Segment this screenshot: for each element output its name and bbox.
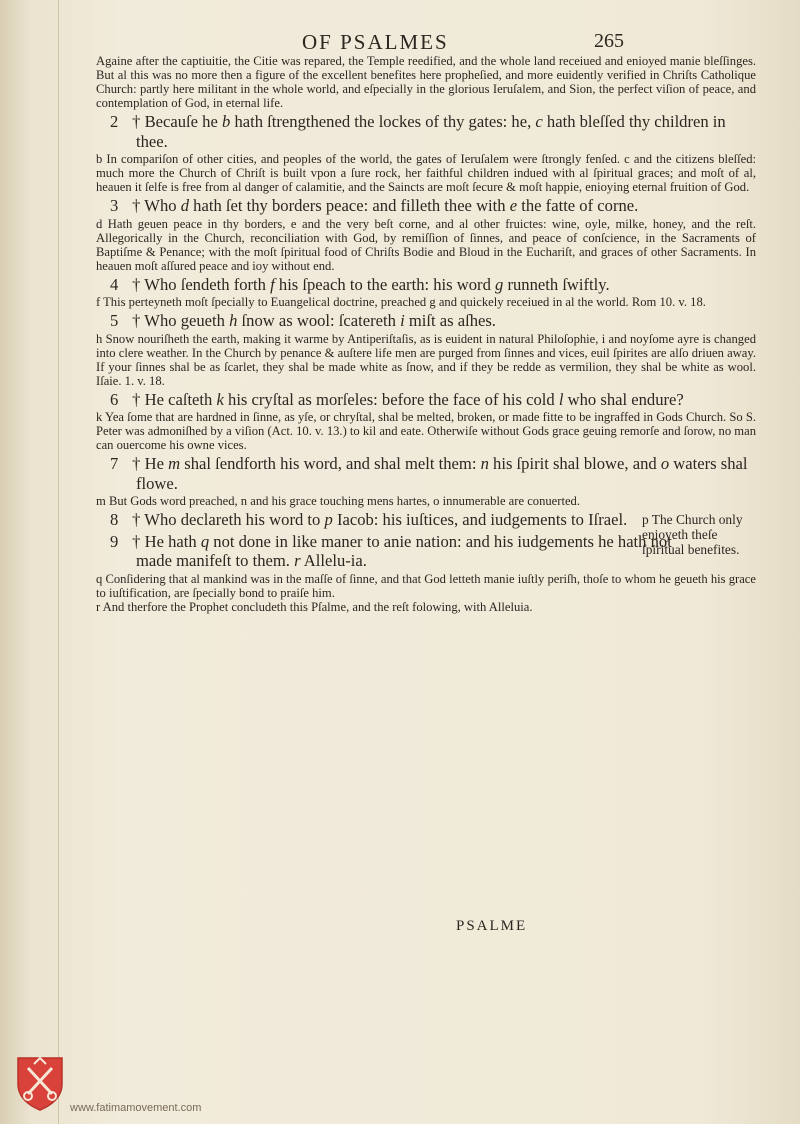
verse-number: 5 [110, 311, 119, 330]
note-k-l: k Yea ſome that are hardned in ſinne, as yſe, or chryſtal, shal be melted, broken, or made fitte to be ingraffed in Gods Church. So S. Peter was admoniſhed by a viſion (Act. 10. v. 13.) to kil and eate. Otherwiſe without Gods grace geuing remorſe and ſorow, no man can ouercome his owne vices. [96, 410, 756, 452]
website-link[interactable]: www.fatimamovement.com [70, 1102, 202, 1114]
verse-number: 6 [110, 389, 119, 409]
page-content [96, 30, 756, 614]
intro-note: Againe after the captiuitie, the Citie was repared, the Temple reedified, and the whole land receiued and enioyed manie bleſſinges. But al this was no more then a figure of the excellent benefites here propheſied, and more euidently verified in Chriſts Catholique Church: partly here militant in the whole world, and eſpecially in the glorious Ieruſalem, and Sion, the perfect viſion of peace, and contemplation of God, in eternal life. [96, 54, 756, 110]
verse-5: 5 † Who geueth h ſnow as wool: ſcatereth i miſt as aſhes. [110, 311, 496, 330]
verse-2: 2 † Becauſe he b hath ſtrengthened the lockes of thy gates: he, c hath bleſſed thy children in thee. [110, 112, 726, 151]
verse-8: 8 † Who declareth his word to p Iacob: his iuſtices, and iudgements to Iſrael. [110, 510, 628, 529]
verse-3: 3 † Who d hath ſet thy borders peace: and filleth thee with e the fatte of corne. [110, 196, 639, 215]
page-number: 265 [594, 30, 624, 52]
running-title: OF PSALMES [302, 30, 449, 54]
note-f-g: f This perteyneth moſt ſpecially to Euangelical doctrine, preached g and quickely receiued in al the world. Rom 10. v. 18. [96, 295, 706, 309]
note-b-c: b In compariſon of other cities, and peoples of the world, the gates of Ieruſalem were ſtrongly fenſed. c and the citizens bleſſed: much more the Church of Chriſt is built vpon a ſure rock, her faithful children indued with al ſpiritual graces; and moſt of al, heauen it ſelfe is free from al danger of calamitie, and the Saincts are moſt ſecure & moſt happie, enioying eternal fruition of God. [96, 152, 756, 194]
verse-number: 9 [110, 531, 119, 551]
note-h-i: h Snow nouriſheth the earth, making it warme by Antiperiſtaſis, as is euident in natural Philoſophie, i and noyſome ayre is changed into clere weather. In the Church by penance & auſtere life men are purged from ſinnes and vices, euil ſpirites are alſo driuen away. If your ſinnes shal be as ſcarlet, they shal be made white as ſnow, and if they be redde as vermilion, they shal be white as wool. Iſaie. 1. v. 18. [96, 331, 756, 388]
verses-8-9-block [96, 510, 756, 571]
papal-keys-emblem-icon [14, 1054, 66, 1112]
verse-7: 7 † He m shal ſendforth his word, and shal melt them: n his ſpirit shal blowe, and o waters shal flowe. [110, 454, 748, 493]
verse-number: 7 [110, 454, 119, 473]
page-gutter [58, 0, 59, 1124]
catchword: PSALME [456, 918, 528, 934]
note-r: r And therfore the Prophet concludeth this Pſalme, and the reſt folowing, with Alleluia. [96, 599, 533, 614]
verse-9: 9 † He hath q not done in like maner to anie nation: and his iudgements he hath not made manifeſt to them. r Allelu-ia. [110, 531, 672, 570]
verse-6: 6 † He caſteth k his cryſtal as morſeles: before the face of his cold l who shal endure? [110, 389, 684, 409]
verse-number: 2 [110, 112, 119, 131]
verse-number: 3 [110, 196, 119, 215]
verse-number: 8 [110, 510, 119, 529]
verse-number: 4 [110, 274, 119, 294]
note-q: q Conſidering that al mankind was in the maſſe of ſinne, and that God letteth manie iuſtly periſh, thoſe to whom he geueth his grace to iuſtification, are ſpecially bond to praiſe him. [96, 571, 756, 600]
page-header [96, 30, 756, 54]
note-d-e: d Hath geuen peace in thy borders, e and the very beſt corne, and al other fruictes: wine, oyle, milke, honey, and the reſt. Allegorically in the Church, reconciliation with God, by remiſſion of ſinnes, and peace of conſcience, in the Sacraments of Baptiſme & Penance; with the moſt ſpiritual food of Chriſts Bodie and Bloud in the Euchariſt, and graces of other Sacraments. In heauen moſt aſſured peace and ioy without end. [96, 216, 756, 273]
verse-4: 4 † Who ſendeth forth f his ſpeach to the earth: his word g runneth ſwiftly. [110, 274, 610, 294]
note-m-n-o: m But Gods word preached, n and his grace touching mens hartes, o innumerable are conuerted. [96, 494, 581, 508]
margin-note: p The Church only enioyeth theſe ſpiritual benefites. [642, 512, 743, 557]
